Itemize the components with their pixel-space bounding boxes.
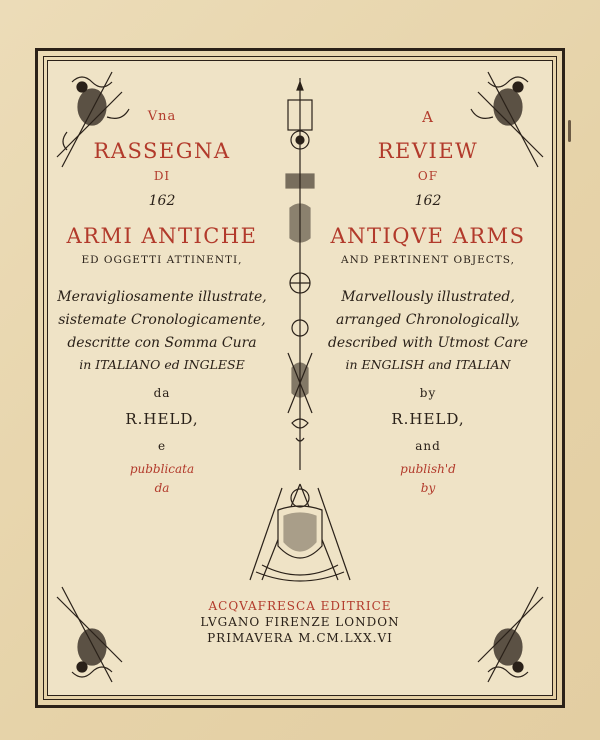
byline-pubblicata: pubblicata [129, 462, 195, 476]
subtitle-line-sistemate: sistemate Cronologicamente, [58, 311, 266, 328]
subtitle-line-descritte: descritte con Somma Cura [67, 334, 257, 351]
corner-trophy-icon [466, 582, 548, 692]
title-line-antique-arms: ANTIQVE ARMS [330, 224, 526, 248]
title-line-vna: Vna [147, 109, 177, 124]
subtitle-line-arranged: arranged Chronologically, [335, 311, 521, 328]
byline-by-2: by [420, 481, 436, 495]
italian-title-column [52, 110, 272, 494]
title-line-of: OF [417, 169, 439, 183]
author-name: R.HELD, [125, 410, 199, 428]
author-name-en: R.HELD, [391, 410, 465, 428]
central-shield-trophy-icon [242, 480, 358, 585]
corner-trophy-icon [52, 582, 134, 692]
subtitle-line-illustrate: Meravigliosamente illustrate, [57, 288, 267, 305]
title-line-oggetti: ED OGGETTI ATTINENTI, [81, 254, 243, 266]
publisher-cities: LVGANO FIRENZE LONDON [200, 615, 400, 629]
title-line-a: A [422, 108, 434, 126]
english-title-column [318, 110, 538, 494]
title-line-count: 162 [148, 193, 176, 209]
title-line-armi-antiche: ARMI ANTICHE [66, 224, 258, 248]
title-line-count-en: 162 [414, 193, 442, 209]
subtitle-line-languages: in ENGLISH and ITALIAN [345, 356, 511, 372]
byline-da-2: da [154, 481, 170, 495]
publisher-block [180, 600, 420, 648]
subtitle-line-illustrated: Marvellously illustrated, [341, 288, 515, 305]
byline-and: and [415, 439, 441, 453]
central-arms-column-icon [276, 78, 324, 473]
publisher-edition: PRIMAVERA M.CM.LXX.VI [207, 631, 393, 645]
title-line-di: DI [153, 169, 171, 183]
title-line-rassegna: RASSEGNA [93, 139, 231, 163]
subtitle-line-lingue: in ITALIANO ed INGLESE [79, 356, 245, 372]
binding-mark [568, 120, 571, 142]
byline-by: by [419, 386, 437, 400]
byline-da: da [153, 386, 171, 400]
byline-e: e [157, 439, 167, 453]
publisher-name: ACQVAFRESCA EDITRICE [208, 599, 392, 613]
title-line-pertinent: AND PERTINENT OBJECTS, [341, 254, 515, 266]
subtitle-line-described: described with Utmost Care [327, 334, 529, 351]
byline-published: publish'd [400, 462, 456, 476]
title-line-review: REVIEW [377, 139, 479, 163]
